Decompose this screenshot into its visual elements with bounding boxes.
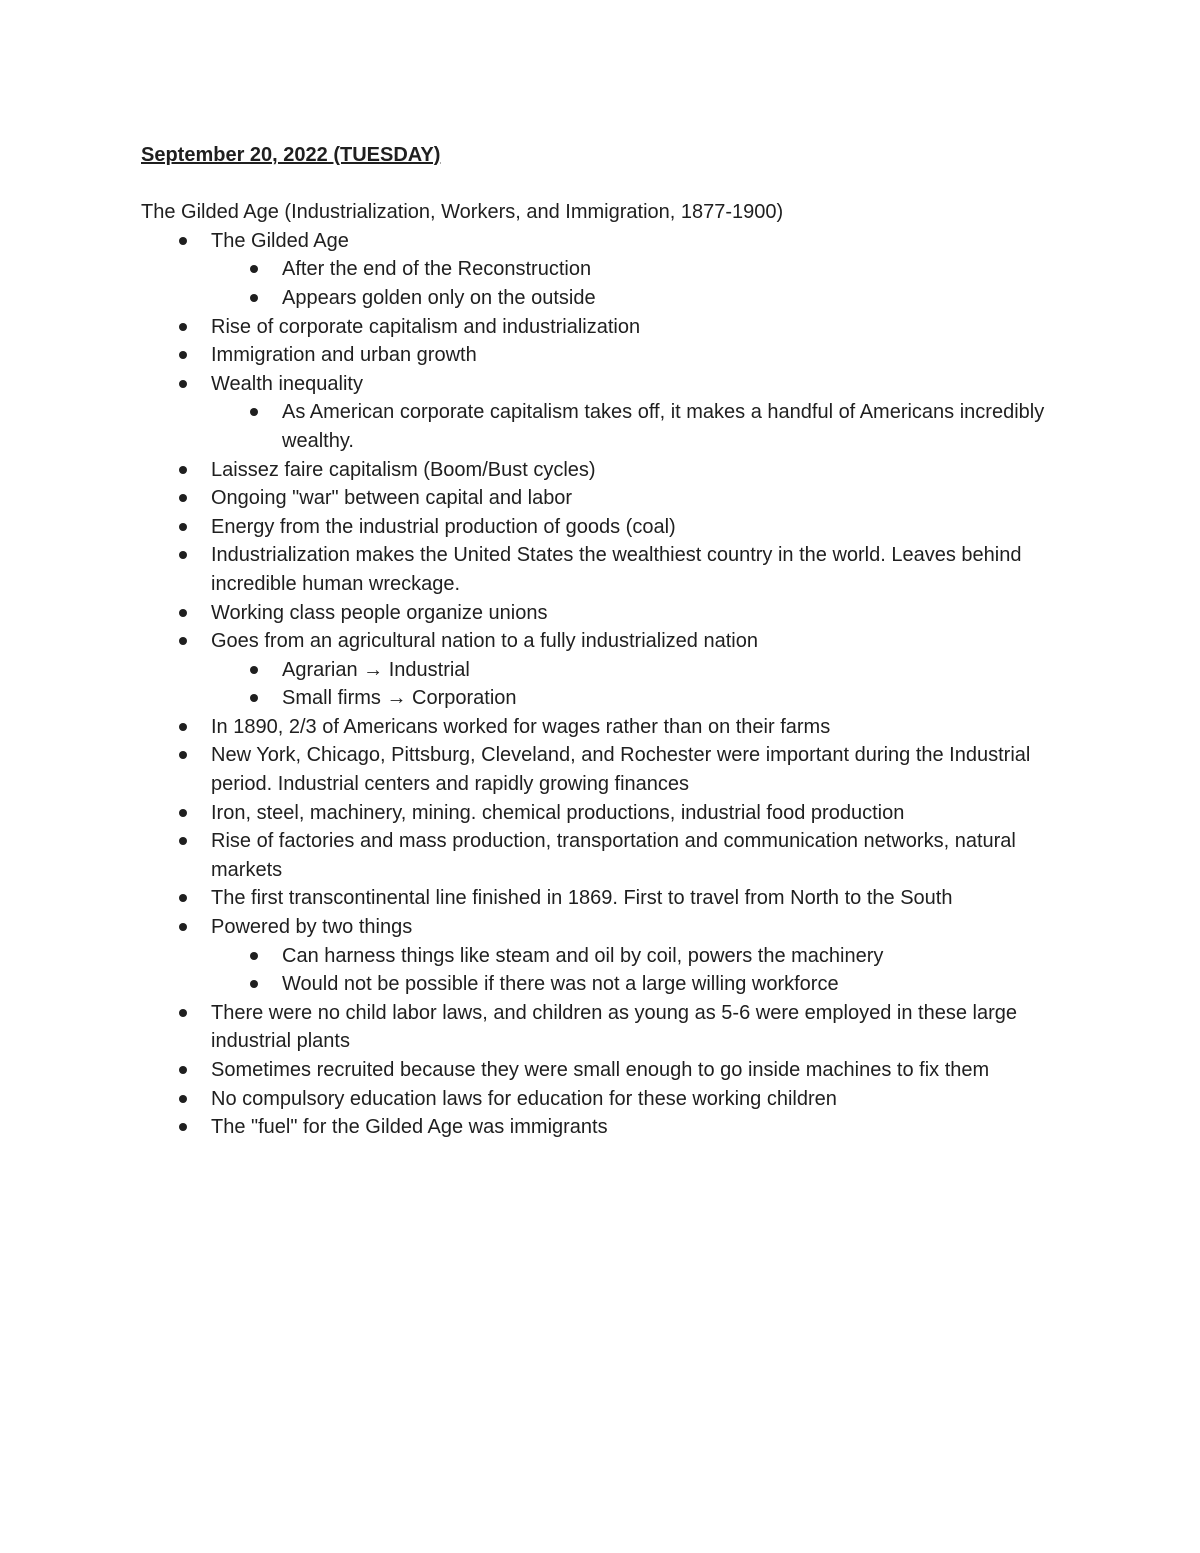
list-item-text: Rise of factories and mass production, transportation and communication networks, natural markets	[211, 830, 1016, 881]
sub-list-item-text: Can harness things like steam and oil by coil, powers the machinery	[282, 944, 884, 967]
list-item	[141, 1085, 1061, 1114]
bullet-icon	[179, 1009, 187, 1017]
list-item	[141, 513, 1061, 542]
sub-list-item	[211, 942, 1061, 971]
list-item-text: Powered by two things	[211, 916, 413, 939]
list-item	[141, 313, 1061, 342]
date-heading: September 20, 2022 (TUESDAY)	[141, 144, 441, 166]
bullet-icon	[179, 609, 187, 617]
list-item-text: Sometimes recruited because they were small enough to go inside machines to fix them	[211, 1059, 990, 1081]
list-item-text: Working class people organize unions	[211, 601, 548, 624]
list-item-text: Wealth inequality	[211, 372, 363, 395]
list-item-text: Laissez faire capitalism (Boom/Bust cycles)	[211, 458, 596, 481]
list-item	[141, 1056, 1061, 1085]
list-item-text: Ongoing "war" between capital and labor	[211, 487, 573, 510]
bullet-icon	[179, 1123, 187, 1131]
sub-list-item-text: Appears golden only on the outside	[282, 286, 596, 309]
list-item-text: New York, Chicago, Pittsburg, Cleveland, and Rochester were important during the Industrial period. Industrial centers and rapidly growing finances	[211, 744, 1031, 796]
list-item-text: Iron, steel, machinery, mining. chemical productions, industrial food production	[211, 801, 905, 824]
list-item-text: The Gilded Age	[211, 229, 349, 252]
bullet-icon	[179, 351, 187, 359]
sub-bullet-icon	[250, 952, 258, 960]
list-item	[141, 1113, 1061, 1142]
list-item	[141, 999, 1061, 1056]
list-item	[141, 741, 1061, 798]
list-item	[141, 599, 1061, 628]
bullet-icon	[179, 523, 187, 531]
sub-bullet-list	[211, 942, 1061, 999]
list-item	[141, 541, 1061, 598]
list-item	[141, 884, 1061, 913]
sub-bullet-icon	[250, 265, 258, 273]
bullet-icon	[179, 637, 187, 645]
list-item	[141, 799, 1061, 828]
sub-list-item	[211, 970, 1061, 999]
list-item	[141, 913, 1061, 999]
document-content	[141, 141, 1061, 1142]
bullet-icon	[179, 466, 187, 474]
bullet-icon	[179, 1095, 187, 1103]
sub-bullet-icon	[250, 294, 258, 302]
bullet-list	[141, 227, 1061, 1142]
sub-list-item-text: After the end of the Reconstruction	[282, 258, 592, 281]
sub-list-item-text: Small firms → Corporation	[282, 687, 517, 710]
sub-bullet-list	[211, 255, 1061, 312]
bullet-icon	[179, 237, 187, 245]
document-title: The Gilded Age (Industrialization, Workers, and Immigration, 1877-1900)	[141, 201, 784, 224]
sub-list-item-text: As American corporate capitalism takes off, it makes a handful of Americans incredibly wealthy.	[282, 401, 1045, 452]
bullet-icon	[179, 923, 187, 931]
list-item	[141, 627, 1061, 713]
bullet-icon	[179, 494, 187, 502]
bullet-icon	[179, 1066, 187, 1074]
list-item	[141, 456, 1061, 485]
sub-bullet-icon	[250, 694, 258, 702]
list-item-text: The first transcontinental line finished in 1869. First to travel from North to the South	[211, 887, 953, 910]
list-item-text: Energy from the industrial production of goods (coal)	[211, 515, 676, 538]
list-item	[141, 713, 1061, 742]
list-item	[141, 370, 1061, 456]
sub-list-item	[211, 684, 1061, 713]
list-item-text: There were no child labor laws, and children as young as 5-6 were employed in these large industrial plants	[211, 1001, 1018, 1053]
bullet-icon	[179, 809, 187, 817]
bullet-icon	[179, 380, 187, 388]
list-item	[141, 827, 1061, 884]
bullet-icon	[179, 751, 187, 759]
list-item	[141, 484, 1061, 513]
bullet-icon	[179, 551, 187, 559]
list-item	[141, 227, 1061, 313]
sub-list-item	[211, 284, 1061, 313]
blank-line	[141, 170, 1061, 199]
sub-list-item	[211, 398, 1061, 455]
sub-list-item	[211, 656, 1061, 685]
list-item-text: Immigration and urban growth	[211, 344, 477, 367]
bullet-icon	[179, 323, 187, 331]
sub-list-item	[211, 255, 1061, 284]
sub-list-item-text: Agrarian → Industrial	[282, 658, 470, 681]
sub-list-item-text: Would not be possible if there was not a large willing workforce	[282, 973, 839, 996]
sub-bullet-list	[211, 398, 1061, 455]
list-item-text: Rise of corporate capitalism and industrialization	[211, 315, 641, 338]
list-item-text: In 1890, 2/3 of Americans worked for wages rather than on their farms	[211, 715, 831, 738]
list-item-text: Goes from an agricultural nation to a fully industrialized nation	[211, 630, 758, 653]
list-item-text: Industrialization makes the United States the wealthiest country in the world. Leaves behind incredible human wreckage.	[211, 544, 1022, 595]
list-item	[141, 341, 1061, 370]
sub-bullet-icon	[250, 666, 258, 674]
sub-bullet-list	[211, 656, 1061, 713]
list-item-text: No compulsory education laws for education for these working children	[211, 1087, 837, 1110]
list-item-text: The "fuel" for the Gilded Age was immigrants	[211, 1116, 608, 1139]
bullet-icon	[179, 837, 187, 845]
sub-bullet-icon	[250, 980, 258, 988]
sub-bullet-icon	[250, 408, 258, 416]
bullet-icon	[179, 723, 187, 731]
bullet-icon	[179, 894, 187, 902]
